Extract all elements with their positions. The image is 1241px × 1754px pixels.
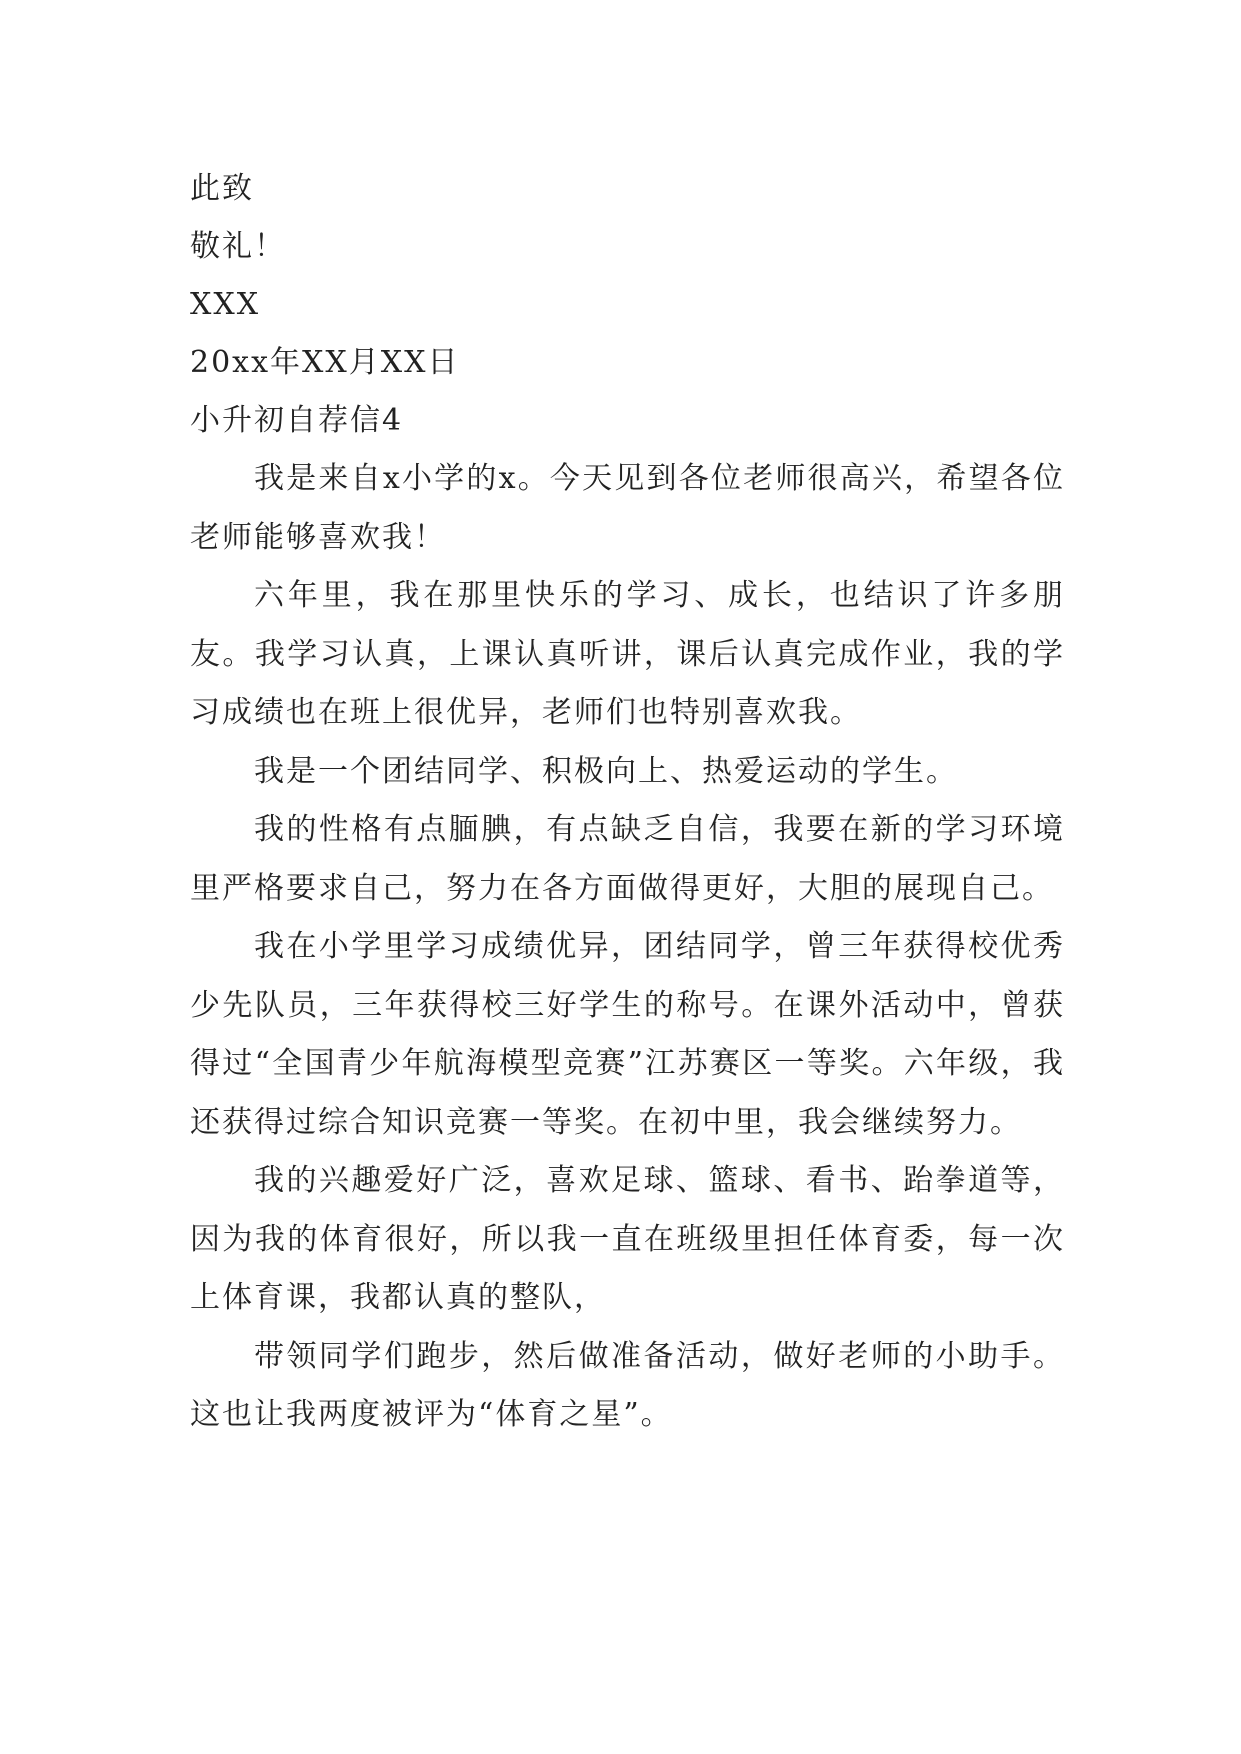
document-body [190,160,1065,1445]
paragraph-6: 我的兴趣爱好广泛，喜欢足球、篮球、看书、跆拳道等，因为我的体育很好，所以我一直在班级里担任体育委，每一次上体育课，我都认真的整队， [190,1163,1065,1315]
closing-salutation-2: 敬礼！ [190,229,286,264]
closing-salutation-1: 此致 [190,171,254,206]
letter-title: 小升初自荐信4 [190,403,404,438]
signature: XXX [190,287,261,322]
paragraph-7: 带领同学们跑步，然后做准备活动，做好老师的小助手。这也让我两度被评为“体育之星”。 [190,1338,1065,1432]
paragraph-3: 我是一个团结同学、积极向上、热爱运动的学生。 [254,753,958,789]
paragraph-1: 我是来自x小学的x。今天见到各位老师很高兴，希望各位老师能够喜欢我！ [190,461,1065,555]
letter-date: 20xx年XX月XX日 [190,345,460,380]
paragraph-4: 我的性格有点腼腆，有点缺乏自信，我要在新的学习环境里严格要求自己，努力在各方面做得更好，大胆的展现自己。 [190,812,1065,906]
paragraph-2: 六年里，我在那里快乐的学习、成长，也结识了许多朋友。我学习认真，上课认真听讲，课后认真完成作业，我的学习成绩也在班上很优异，老师们也特别喜欢我。 [190,578,1065,730]
paragraph-5: 我在小学里学习成绩优异，团结同学，曾三年获得校优秀少先队员，三年获得校三好学生的称号。在课外活动中，曾获得过“全国青少年航海模型竞赛”江苏赛区一等奖。六年级，我还获得过综合知识竞赛一等奖。在初中里，我会继续努力。 [190,929,1065,1140]
